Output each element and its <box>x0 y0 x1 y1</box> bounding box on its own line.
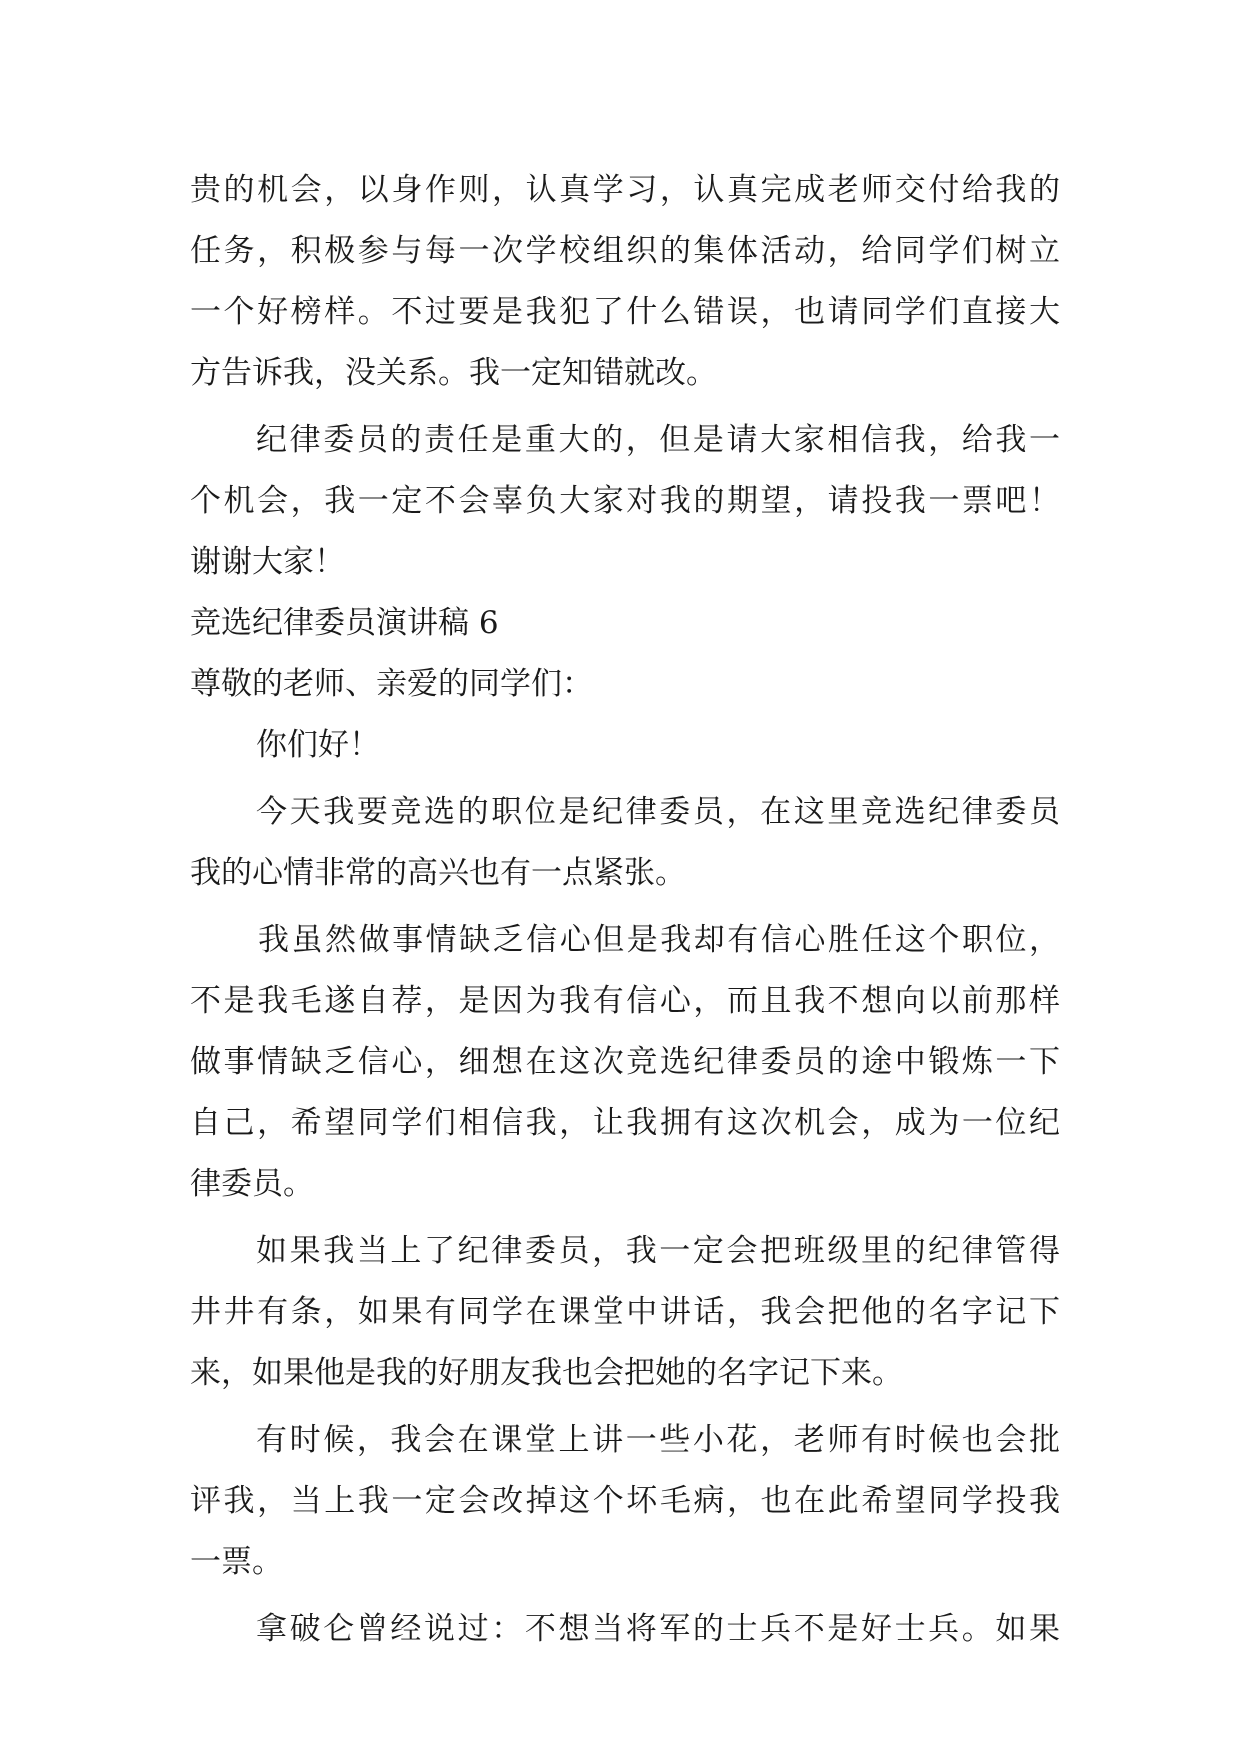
paragraph-first-line: 纪律委员的责任是重大的，但是请大家相信我，给我一 <box>256 422 1060 458</box>
text-line: 我的心情非常的高兴也有一点紧张。 <box>190 855 686 891</box>
text-line: 不是我毛遂自荐，是因为我有信心，而且我不想向以前那样 <box>190 983 1060 1019</box>
text-line: 谢谢大家！ <box>190 544 345 580</box>
text-line: 来，如果他是我的好朋友我也会把她的名字记下来。 <box>190 1355 903 1391</box>
text-line: 个机会，我一定不会辜负大家对我的期望，请投我一票吧！ <box>190 483 1060 519</box>
section-heading: 竞选纪律委员演讲稿 6 <box>190 605 499 641</box>
paragraph-first-line: 有时候，我会在课堂上讲一些小花，老师有时候也会批 <box>256 1422 1060 1458</box>
text-line: 井井有条，如果有同学在课堂中讲话，我会把他的名字记下 <box>190 1294 1060 1330</box>
paragraph-first-line: 如果我当上了纪律委员，我一定会把班级里的纪律管得 <box>256 1233 1060 1269</box>
text-line: 贵的机会，以身作则，认真学习，认真完成老师交付给我的 <box>190 172 1060 208</box>
paragraph-first-line: 今天我要竞选的职位是纪律委员，在这里竞选纪律委员 <box>256 794 1060 830</box>
paragraph-first-line: 拿破仑曾经说过：不想当将军的士兵不是好士兵。如果 <box>256 1611 1060 1647</box>
salutation: 尊敬的老师、亲爱的同学们： <box>190 666 593 702</box>
text-line: 一个好榜样。不过要是我犯了什么错误，也请同学们直接大 <box>190 294 1060 330</box>
text-line: 任务，积极参与每一次学校组织的集体活动，给同学们树立 <box>190 233 1060 269</box>
text-line: 自己，希望同学们相信我，让我拥有这次机会，成为一位纪 <box>190 1105 1060 1141</box>
paragraph-first-line: 我虽然做事情缺乏信心但是我却有信心胜任这个职位， <box>258 922 1060 958</box>
greeting: 你们好！ <box>256 727 380 763</box>
text-line: 方告诉我，没关系。我一定知错就改。 <box>190 355 717 391</box>
text-line: 律委员。 <box>190 1166 314 1202</box>
text-line: 一票。 <box>190 1544 283 1580</box>
document-body <box>190 160 1060 1660</box>
text-line: 做事情缺乏信心，细想在这次竞选纪律委员的途中锻炼一下 <box>190 1044 1060 1080</box>
text-line: 评我，当上我一定会改掉这个坏毛病，也在此希望同学投我 <box>190 1483 1060 1519</box>
